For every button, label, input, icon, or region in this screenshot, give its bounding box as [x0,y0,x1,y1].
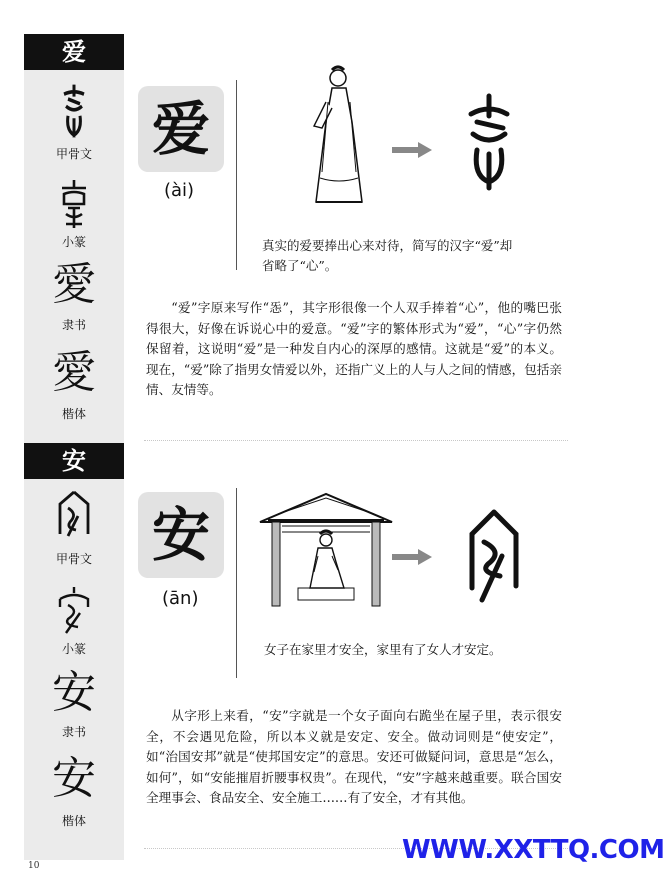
caption-ai: 真实的爱要捧出心来对待，简写的汉字“爱”却省略了“心”。 [262,238,513,273]
divider-line-ai [236,80,237,270]
clerical-glyph-an: 安 [52,667,96,718]
oracle-bone-glyph-an [24,490,124,550]
regular-glyph-ai: 愛 [52,347,96,398]
sidebar-heading-ai: 爱 [24,34,124,70]
website-watermark: WWW.XXTTQ.COM [402,835,665,865]
pinyin-ai: (ài) [164,180,195,201]
label-seal-ai: 小篆 [61,235,86,249]
label-clerical-an: 隶书 [61,725,86,739]
label-seal-an: 小篆 [61,642,86,656]
label-regular-an: 楷体 [61,814,86,828]
woman-kneeling-in-house-illustration [258,492,394,608]
paragraph-an: 从字形上来看，“安”字就是一个女子面向右跪坐在屋子里，表示很安全，不会遇见危险，所以本义就是安定、安全。做动词则是“使安定”，如“治国安邦”就是“使邦国安定”的意思。安还可做疑问词，意思是“怎么，如何”，如“安能摧眉折腰事权贵”。在现代，“安”字越来越重要。联合国安全理事会、食品安全、安全施工……有了安全，才有其他。 [146,708,562,805]
arrow-right-icon-2 [392,549,432,565]
regular-glyph-an: 安 [52,753,96,804]
oracle-bone-ai-icon [54,82,94,142]
oracle-bone-an-large-icon [458,508,528,608]
seal-glyph-an [24,585,124,645]
section-divider-1 [144,440,568,441]
seal-script-an-icon [54,585,94,637]
oracle-bone-ai-large-icon [455,92,525,192]
label-regular-ai: 楷体 [61,407,86,421]
sidebar-heading-an: 安 [24,443,124,479]
label-oracle-ai: 甲骨文 [55,147,92,161]
character-box-ai: 爱 [138,86,224,172]
paragraph-ai: “爱”字原来写作“㤅”，其字形很像一个人双手捧着“心”，他的嘴巴张得很大，好像在诉说心中的爱意。“爱”字的繁体形式为“爱”，“心”字仍然保留着，这说明“爱”是一种发自内心的深厚的感情。这就是“爱”的本义。现在，“爱”除了指男女情爱以外，还指广义上的人与人之间的情感，包括亲情、友情等。 [146,300,562,397]
oracle-bone-glyph-ai [24,82,124,152]
seal-glyph-ai [24,178,124,238]
arrow-right-icon [392,142,432,158]
woman-holding-heart-illustration [292,62,372,212]
divider-line-an [236,488,237,678]
caption-an: 女子在家里才安全，家里有了女人才安定。 [264,642,502,657]
character-box-an: 安 [138,492,224,578]
label-clerical-ai: 隶书 [61,318,86,332]
page-number: 10 [28,861,40,871]
label-oracle-an: 甲骨文 [55,552,92,566]
clerical-glyph-ai: 愛 [52,259,96,310]
oracle-bone-an-icon [54,490,94,542]
pinyin-an: (ān) [162,588,199,609]
seal-script-ai-icon [54,178,94,230]
